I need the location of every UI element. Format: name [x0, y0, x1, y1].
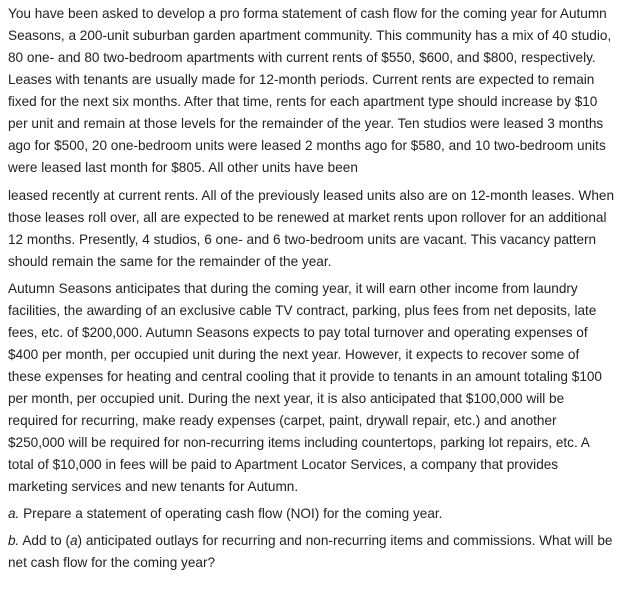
question-b-reference: a: [69, 533, 78, 548]
paragraph-expenses: Autumn Seasons anticipates that during the coming year, it will earn other income from laundry facilities, the awarding of an exclusive cable TV contract, parking, plus fees from net deposits, late fees, etc. of $200,000. Autumn Seasons expects to pay total turnover and operating expenses of $400 per month, per occupied unit during the next year. However, it expects to recover some of these expenses for heating and central cooling that it provide to tenants in an amount totaling $100 per month, per occupied unit. During the next year, it is also anticipated that $100,000 will be required for recurring, make ready expenses (carpet, paint, drywall repair, etc.) and another $250,000 will be required for non-recurring items including countertops, parking lot repairs, etc. A total of $10,000 in fees will be paid to Apartment Locator Services, a company that provides marketing services and new tenants for Autumn.: [8, 281, 602, 494]
question-b-text-start: Add to (: [19, 533, 70, 548]
question-b-text-end: ) anticipated outlays for recurring and non-recurring items and commissions. What will be net cash flow for the coming year?: [8, 533, 613, 570]
question-a: [8, 503, 616, 525]
paragraph-intro: You have been asked to develop a pro forma statement of cash flow for the coming year for Autumn Seasons, a 200-unit suburban garden apartment community. This community has a mix of 40 studio, 80 one- and 80 two-bedroom apartments with current rents of $550, $600, and $800, respectively. Leases with tenants are usually made for 12-month periods. Current rents are expected to remain fixed for the next six months. After that time, rents for each apartment type should increase by $10 per unit and remain at those levels for the remainder of the year. Ten studios were leased 3 months ago for $500, 20 one-bedroom units were leased 2 months ago for $580, and 10 two-bedroom units were leased last month for $805. All other units have been: [8, 6, 612, 175]
question-a-text: Prepare a statement of operating cash flow (NOI) for the coming year.: [19, 506, 443, 521]
question-b: [8, 530, 616, 574]
paragraph-leases: leased recently at current rents. All of the previously leased units also are on 12-month leases. When those leases roll over, all are expected to be renewed at market rents upon rollover for an additional 12 months. Presently, 4 studios, 6 one- and 6 two-bedroom units are vacant. This vacancy pattern should remain the same for the remainder of the year.: [8, 188, 615, 269]
question-b-letter: b.: [8, 533, 20, 548]
question-a-letter: a.: [8, 506, 20, 521]
problem-text: [8, 3, 616, 574]
